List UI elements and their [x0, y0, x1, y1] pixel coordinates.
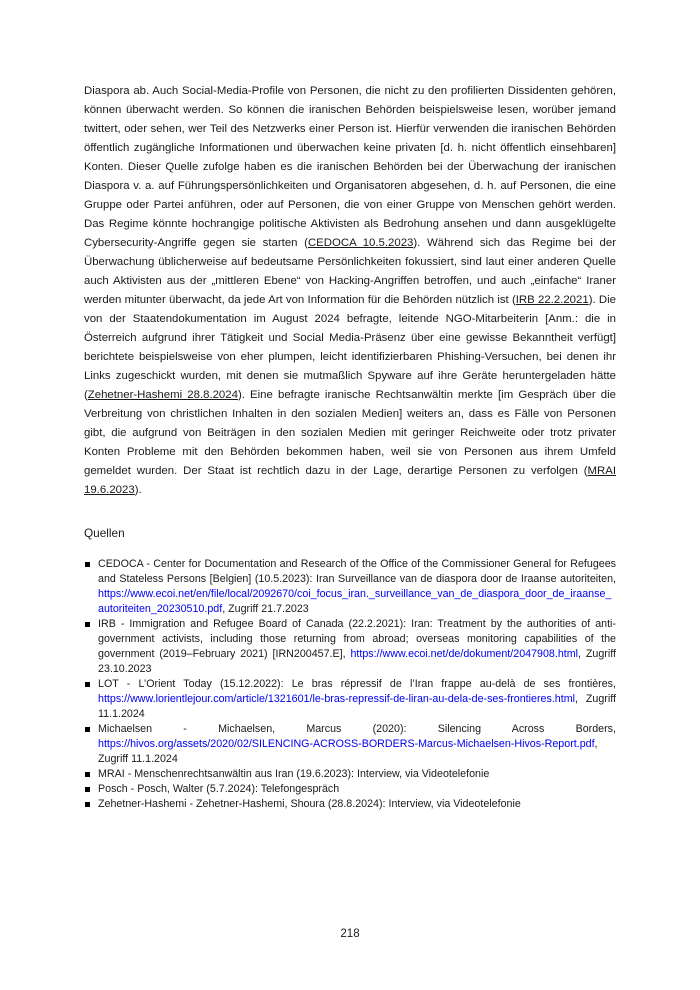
- citation-link[interactable]: CEDOCA 10.5.2023: [307, 237, 414, 249]
- bullet-icon: [85, 682, 90, 687]
- citation-link[interactable]: Zehetner-Hashemi 28.8.2024: [87, 389, 238, 401]
- source-text: [98, 723, 616, 765]
- text-run: ). Während sich das Regime bei der Überwachung üblicherweise auf bedeutsame Persönlichkeiten fokussiert, sind laut einer anderen Quelle auch Aktivisten aus der „mittleren Ebene“ von Hacking-Angriffen betroffen, und auch „einfache“ Iraner werden mitunter überwacht, da jede Art von Information für die Behörden nützlich ist (: [84, 237, 616, 306]
- text-run: Posch - Posch, Walter (5.7.2024): Telefongespräch: [98, 783, 340, 795]
- citation-link[interactable]: IRB 22.2.2021: [515, 294, 589, 306]
- source-url-link[interactable]: https://www.lorientlejour.com/article/1321601/le-bras-repressif-de-liran-au-dela-de-ses-frontieres.html: [98, 693, 575, 705]
- source-text: [98, 783, 339, 795]
- source-text: [98, 558, 616, 615]
- page-number: 218: [340, 928, 360, 940]
- text-run: Michaelsen - Michaelsen, Marcus (2020): Silencing Across Borders,: [98, 723, 616, 735]
- source-item: [84, 797, 616, 812]
- source-url-link[interactable]: https://www.ecoi.net/en/file/local/2092670/coi_focus_iran._surveillance_van_de_diaspora_door_de_iraanse_autoriteiten_20230510.pdf: [98, 588, 612, 615]
- text-run: , Zugriff 11.1.2024: [98, 693, 616, 720]
- source-url-link[interactable]: https://hivos.org/assets/2020/02/SILENCING-ACROSS-BORDERS-Marcus-Michaelsen-Hivos-Report.pdf: [98, 738, 595, 750]
- source-item: [84, 782, 616, 797]
- source-item: [84, 767, 616, 782]
- text-run: Diaspora ab. Auch Social-Media-Profile von Personen, die nicht zu den profilierten Dissidenten gehören, können überwacht werden. So können die iranischen Behörden beispielsweise lesen, worüber jemand twittert, oder sehen, wer Teil des Netzwerks einer Person ist. Hierfür verwenden die iranischen Behörden öffentlich zugängliche Informationen und überwachen keine privaten [d. h. nicht öffentlich einsehbaren] Konten. Dieser Quelle zufolge haben es die iranischen Behörden bei der Überwachung der iranischen Diaspora v. a. auf Führungspersönlichkeiten und Organisatoren abgesehen, d. h. auf Personen, die eine Gruppe oder Partei anführen, oder auf Personen, die von einer Gruppe von Menschen gehört werden. Das Regime könnte hochrangige politische Aktivisten als Bedrohung ansehen und dann ausgeklügelte Cybersecurity-Angriffe gegen sie starten (: [84, 85, 616, 249]
- text-run: IRB - Immigration and Refugee Board of Canada (22.2.2021): Iran: Treatment by the authorities of anti-government activists, including those returning from abroad; overseas monitoring capabilities of the government (2019–February 2021) [IRN200457.E],: [98, 618, 616, 660]
- bullet-icon: [85, 787, 90, 792]
- text-run: ). Eine befragte iranische Rechtsanwältin merkte [im Gespräch über die Verbreitung von christlichen Inhalten in den sozialen Medien] weiters an, dass es Fälle von Personen gibt, die aufgrund von Beiträgen in den sozialen Medien mit geringer Reichweite oder trotz privater Konten Probleme mit den Behörden bekommen haben, weil sie von Personen aus ihrem Umfeld gemeldet wurden. Der Staat ist rechtlich dazu in der Lage, derartige Personen zu verfolgen (: [84, 389, 616, 477]
- bullet-icon: [85, 727, 90, 732]
- source-text: [98, 618, 616, 675]
- source-item: [84, 617, 616, 677]
- text-run: ).: [134, 484, 142, 496]
- source-item: [84, 677, 616, 722]
- text-run: ). Die von der Staatendokumentation im August 2024 befragte, leitende NGO-Mitarbeiterin [Anm.: die in Österreich aufgrund ihrer Tätigkeit und Social Media-Präsenz über eine gewisse Bekanntheit verfügt] berichtete beispielsweise von eher plumpen, leicht identifizierbaren Phishing-Versuchen, bei denen ihr Links zugeschickt wurden, mit denen sie mutmaßlich Spyware auf ihre Geräte heruntergeladen hätte (: [84, 294, 616, 401]
- text-run: Zehetner-Hashemi - Zehetner-Hashemi, Shoura (28.8.2024): Interview, via Videotelefonie: [98, 798, 521, 810]
- sources-list: [84, 557, 616, 812]
- text-run: , Zugriff 21.7.2023: [222, 603, 309, 615]
- text-run: MRAI - Menschenrechtsanwältin aus Iran (19.6.2023): Interview, via Videotelefonie: [98, 768, 490, 780]
- bullet-icon: [85, 772, 90, 777]
- source-url-link[interactable]: https://www.ecoi.net/de/dokument/2047908.html: [350, 648, 579, 660]
- citation-link[interactable]: MRAI 19.6.2023: [84, 465, 616, 496]
- source-item: [84, 557, 616, 617]
- bullet-icon: [85, 562, 90, 567]
- sources-heading: Quellen: [84, 526, 125, 540]
- bullet-icon: [85, 802, 90, 807]
- source-text: [98, 768, 489, 780]
- page-content: [84, 82, 616, 812]
- source-text: [98, 798, 521, 810]
- source-item: [84, 722, 616, 767]
- text-run: LOT - L’Orient Today (15.12.2022): Le bras répressif de l’Iran frappe au-delà de ses frontières,: [98, 678, 616, 690]
- text-run: CEDOCA - Center for Documentation and Research of the Office of the Commissioner General for Refugees and Stateless Persons [Belgien] (10.5.2023): Iran Surveillance van de diaspora door de Iraanse autoriteiten,: [98, 558, 616, 585]
- bullet-icon: [85, 622, 90, 627]
- source-text: [98, 678, 616, 720]
- text-run: , Zugriff 23.10.2023: [98, 648, 616, 675]
- text-run: , Zugriff 11.1.2024: [98, 738, 598, 765]
- body-paragraph: [84, 82, 616, 500]
